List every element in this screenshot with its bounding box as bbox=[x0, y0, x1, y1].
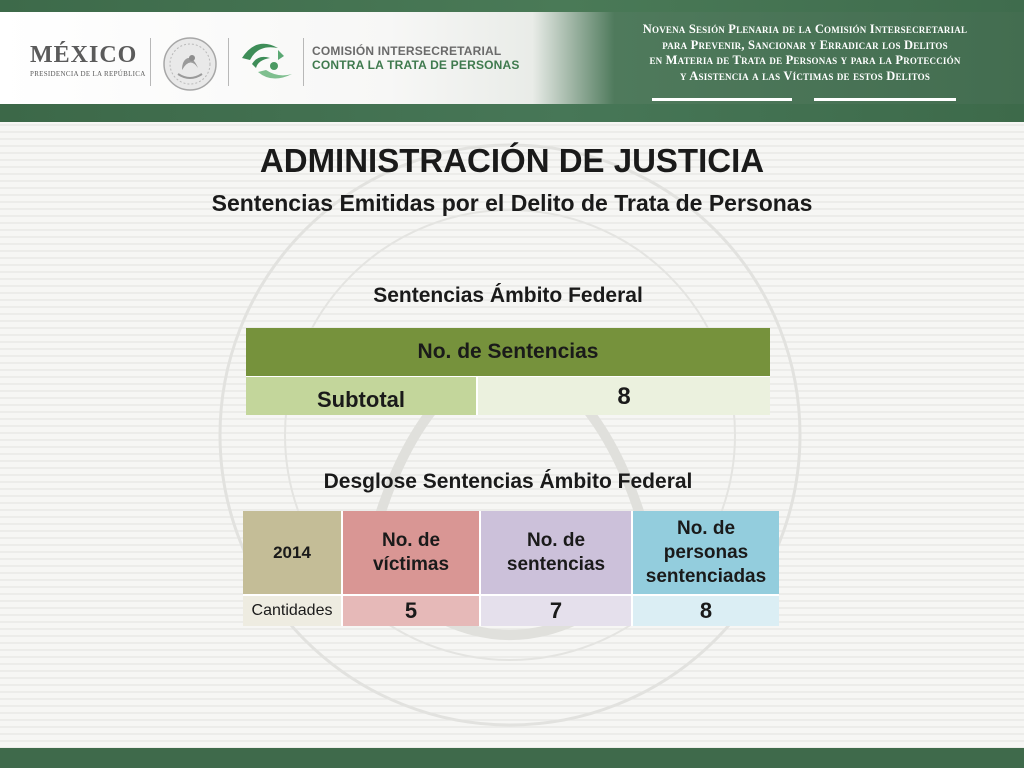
breakdown-table bbox=[243, 511, 779, 626]
subtotal-label: Subtotal bbox=[246, 377, 478, 415]
session-title-line: para Prevenir, Sancionar y Erradicar los Delitos bbox=[662, 37, 948, 52]
federal-sentences-table bbox=[246, 328, 770, 415]
sentences-value: 7 bbox=[481, 596, 633, 626]
commission-name bbox=[312, 44, 520, 72]
session-title-line: en Materia de Trata de Personas y para la Protección bbox=[649, 53, 961, 67]
header-divider bbox=[228, 38, 229, 86]
row-label-quantities: Cantidades bbox=[243, 596, 343, 626]
table-row bbox=[243, 594, 779, 626]
mexico-logo bbox=[30, 42, 146, 78]
header-persons-sentenced: No. de personas sentenciadas bbox=[633, 511, 779, 594]
header-banner bbox=[0, 0, 1024, 120]
session-underline bbox=[814, 98, 956, 101]
session-underline bbox=[652, 98, 792, 101]
header-bottom-bar bbox=[0, 104, 1024, 122]
mexico-logo-word: MÉXICO bbox=[30, 42, 138, 68]
mexico-logo-subtitle: PRESIDENCIA DE LA REPÚBLICA bbox=[30, 70, 146, 78]
page-title: ADMINISTRACIÓN DE JUSTICIA bbox=[259, 142, 765, 179]
federal-table-header: No. de Sentencias bbox=[246, 328, 770, 376]
header-divider bbox=[303, 38, 304, 86]
breakdown-table-header-row bbox=[243, 511, 779, 594]
coat-of-arms-seal-icon bbox=[162, 36, 218, 92]
header-sentences: No. de sentencias bbox=[481, 511, 633, 594]
header-year: 2014 bbox=[243, 511, 343, 594]
page-subtitle: Sentencias Emitidas por el Delito de Trata de Personas bbox=[211, 190, 813, 216]
header-divider bbox=[150, 38, 151, 86]
commission-name-line1: COMISIÓN INTERSECRETARIAL bbox=[312, 44, 502, 58]
victims-value: 5 bbox=[343, 596, 481, 626]
commission-name-line2: CONTRA LA TRATA DE PERSONAS bbox=[312, 58, 520, 72]
session-title bbox=[600, 22, 1010, 84]
coat-of-arms-watermark-icon bbox=[180, 130, 840, 740]
breakdown-section-title: Desglose Sentencias Ámbito Federal bbox=[323, 470, 693, 493]
session-title-line: Novena Sesión Plenaria de la Comisión Intersecretarial bbox=[642, 22, 968, 36]
table-row bbox=[246, 376, 770, 415]
session-title-line: y Asistencia a las Víctimas de estos Delitos bbox=[679, 68, 931, 83]
persons-sentenced-value: 8 bbox=[633, 596, 779, 626]
footer-bar bbox=[0, 748, 1024, 768]
header-top-bar bbox=[0, 0, 1024, 12]
federal-section-title: Sentencias Ámbito Federal bbox=[373, 284, 643, 307]
header-victims: No. de víctimas bbox=[343, 511, 481, 594]
subtotal-value: 8 bbox=[478, 377, 770, 415]
commission-emblem-icon bbox=[238, 36, 300, 88]
